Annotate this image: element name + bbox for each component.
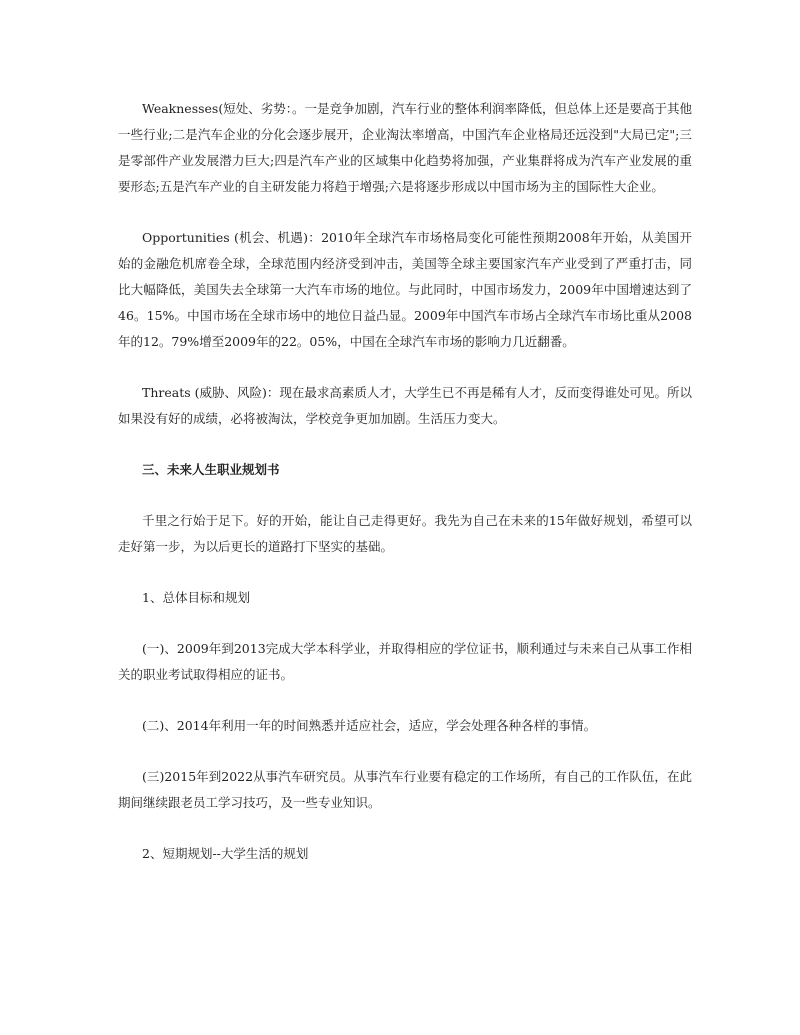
- subsection-heading-1: 1、总体目标和规划: [142, 590, 250, 605]
- weaknesses-paragraph: Weaknesses(短处、劣势：。一是竞争加剧，汽车行业的整体利润率降低，但总体上还是要高于其他一些行业;二是汽车企业的分化会逐步展开，企业淘汰率增高，中国汽车企业格局还远没到"大局已定";三是零部件产业发展潜力巨大;四是汽车产业的区域集中化趋势将加强，产业集群将成为汽车产业发展的重要形态;五是汽车产业的自主研发能力将趋于增强;六是将逐步形成以中国市场为主的国际性大企业。: [118, 101, 692, 194]
- plan-item-2: (二)、2014年利用一年的时间熟悉并适应社会，适应，学会处理各种各样的事情。: [142, 718, 597, 733]
- plan-item-3: (三)2015年到2022从事汽车研究员。从事汽车行业要有稳定的工作场所，有自己的工作队伍，在此期间继续跟老员工学习技巧，及一些专业知识。: [118, 769, 692, 810]
- subsection-heading-2: 2、短期规划--大学生活的规划: [142, 846, 309, 861]
- document-page: [118, 96, 692, 867]
- opportunities-paragraph: Opportunities (机会、机遇)：2010年全球汽车市场格局变化可能性预期2008年开始，从美国开始的金融危机席卷全球，全球范围内经济受到冲击，美国等全球主要国家汽车产业受到了严重打击，同比大幅降低，美国失去全球第一大汽车市场的地位。与此同时，中国市场发力，2009年中国增速达到了46。15%。中国市场在全球市场中的地位日益凸显。2009年中国汽车市场占全球汽车市场比重从2008年的12。79%增至2009年的22。05%，中国在全球汽车市场的影响力几近翻番。: [118, 230, 692, 349]
- threats-paragraph: Threats (威胁、风险)：现在最求高素质人才，大学生已不再是稀有人才，反而变得谁处可见。所以如果没有好的成绩，必将被淘汰，学校竞争更加加剧。生活压力变大。: [118, 385, 692, 426]
- plan-item-1: (一)、2009年到2013完成大学本科学业，并取得相应的学位证书，顺利通过与未来自己从事工作相关的职业考试取得相应的证书。: [118, 641, 692, 682]
- section-heading: 三、未来人生职业规划书: [142, 462, 280, 477]
- intro-paragraph: 千里之行始于足下。好的开始，能让自己走得更好。我先为自己在未来的15年做好规划，希望可以走好第一步，为以后更长的道路打下坚实的基础。: [118, 513, 692, 554]
